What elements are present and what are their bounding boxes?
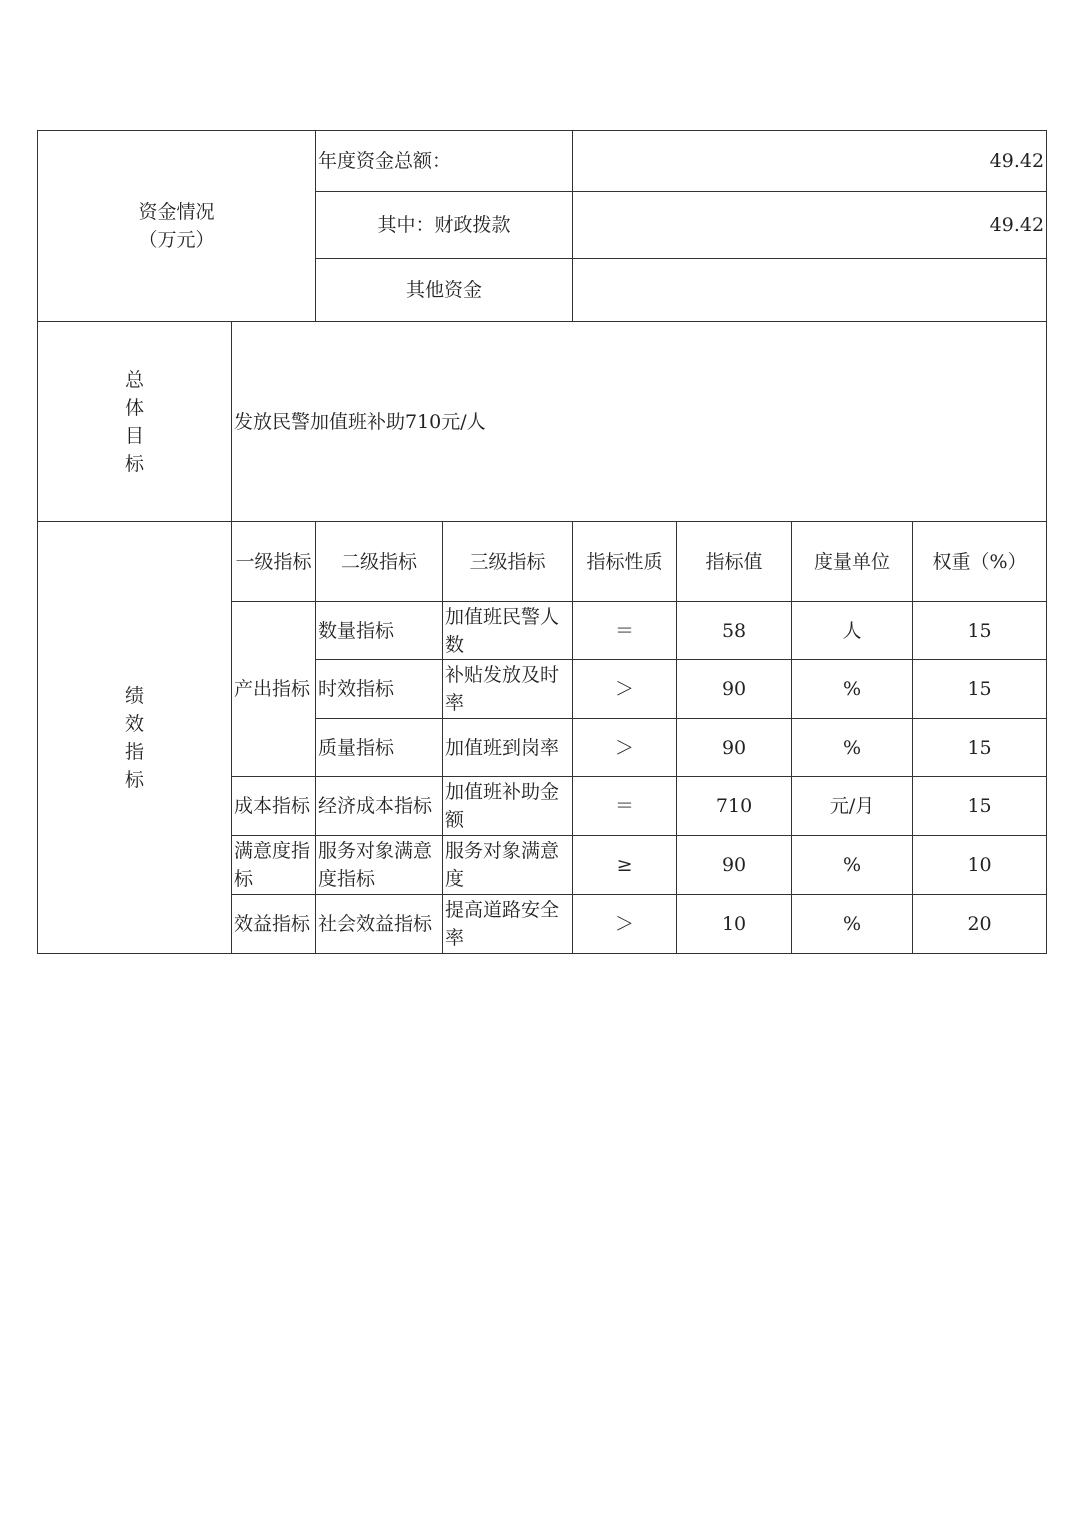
funds-label: 资金情况 <box>138 201 215 223</box>
header-value: 指标值 <box>677 522 792 602</box>
level1-satisfaction: 满意度指标 <box>232 836 316 895</box>
unit-cell: % <box>792 895 913 954</box>
value-cell: 90 <box>677 660 792 719</box>
annual-total-value: 49.42 <box>573 131 1047 192</box>
unit-cell: % <box>792 660 913 719</box>
level3-cell: 加值班民警人数 <box>443 602 573 660</box>
value-cell: 90 <box>677 719 792 777</box>
nature-cell: ＝ <box>573 777 677 836</box>
nature-cell: ＝ <box>573 602 677 660</box>
perf-label-char: 效 <box>124 712 144 735</box>
header-level2: 二级指标 <box>316 522 443 602</box>
header-level3: 三级指标 <box>443 522 573 602</box>
other-funds-value <box>573 259 1047 322</box>
goal-label-char: 总 <box>124 368 144 391</box>
level2-cell: 数量指标 <box>316 602 443 660</box>
fiscal-allocation-value: 49.42 <box>573 192 1047 259</box>
unit-cell: 元/月 <box>792 777 913 836</box>
weight-cell: 15 <box>913 660 1047 719</box>
level2-cell: 社会效益指标 <box>316 895 443 954</box>
weight-cell: 10 <box>913 836 1047 895</box>
unit-cell: % <box>792 719 913 777</box>
overall-goal-label <box>38 322 232 522</box>
weight-cell: 20 <box>913 895 1047 954</box>
level3-cell: 服务对象满意度 <box>443 836 573 895</box>
goal-label-char: 目 <box>124 424 144 447</box>
level2-cell: 质量指标 <box>316 719 443 777</box>
header-weight: 权重（%） <box>913 522 1047 602</box>
level1-cost: 成本指标 <box>232 777 316 836</box>
header-nature: 指标性质 <box>573 522 677 602</box>
annual-total-label: 年度资金总额： <box>316 131 573 192</box>
level3-cell: 提高道路安全率 <box>443 895 573 954</box>
level3-cell: 加值班到岗率 <box>443 719 573 777</box>
value-cell: 58 <box>677 602 792 660</box>
nature-cell: ＞ <box>573 719 677 777</box>
value-cell: 90 <box>677 836 792 895</box>
header-unit: 度量单位 <box>792 522 913 602</box>
fiscal-allocation-label: 其中：财政拨款 <box>316 192 573 259</box>
header-level1: 一级指标 <box>232 522 316 602</box>
funds-unit-label: （万元） <box>138 229 215 251</box>
perf-label-char: 标 <box>124 768 144 791</box>
level2-cell: 时效指标 <box>316 660 443 719</box>
level1-output: 产出指标 <box>232 602 316 777</box>
goal-label-char: 体 <box>124 396 144 419</box>
unit-cell: % <box>792 836 913 895</box>
value-cell: 710 <box>677 777 792 836</box>
perf-label-char: 指 <box>124 740 144 763</box>
funds-label-cell <box>38 131 316 322</box>
weight-cell: 15 <box>913 777 1047 836</box>
nature-cell: ＞ <box>573 895 677 954</box>
nature-cell: ＞ <box>573 660 677 719</box>
goal-label-char: 标 <box>124 452 144 475</box>
weight-cell: 15 <box>913 719 1047 777</box>
level1-benefit: 效益指标 <box>232 895 316 954</box>
weight-cell: 15 <box>913 602 1047 660</box>
unit-cell: 人 <box>792 602 913 660</box>
overall-goal-text: 发放民警加值班补助710元/人 <box>232 322 1047 522</box>
level3-cell: 加值班补助金额 <box>443 777 573 836</box>
level3-cell: 补贴发放及时率 <box>443 660 573 719</box>
nature-cell: ≥ <box>573 836 677 895</box>
perf-label-char: 绩 <box>124 684 144 707</box>
level2-cell: 经济成本指标 <box>316 777 443 836</box>
value-cell: 10 <box>677 895 792 954</box>
other-funds-label: 其他资金 <box>316 259 573 322</box>
performance-goal-table <box>37 130 1047 954</box>
level2-cell: 服务对象满意度指标 <box>316 836 443 895</box>
performance-indicator-label <box>38 522 232 954</box>
